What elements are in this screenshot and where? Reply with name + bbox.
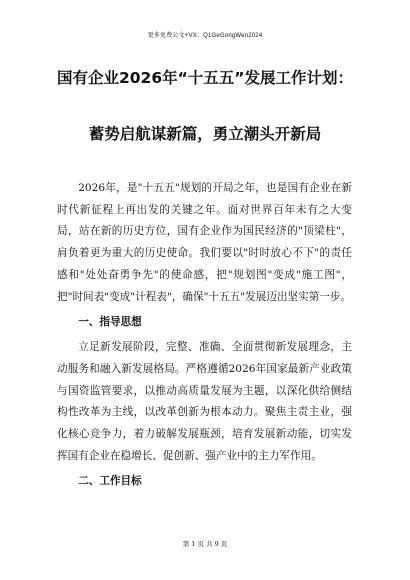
page-number-footer: 第 1 页 共 9 页 (182, 540, 228, 548)
document-body (57, 178, 352, 496)
section-heading-guiding-ideology: 一、指导思想 (78, 316, 142, 329)
guiding-ideology-paragraph: 立足新发展阶段，完整、准确、全面贯彻新发展理念，主动服务和融入新发展格局。严格遵循2026年国家最新产业政策与国资监管要求，以推动高质量发展为主题，以深化供给侧结构性改革为主线，以改革创新为根本动力。聚焦主责主业，强化核心竞争力，着力破解发展瓶颈，培育发展新动能，切实发挥国有企业在稳增长、促创新、强产业中的主力军作用。 (57, 341, 352, 462)
header-note: 更多免费公文+VX：Q1GeGongWen2024 (147, 33, 263, 39)
intro-paragraph: 2026年，是"十五五"规划的开局之年，也是国有企业在新时代新征程上再出发的关键之年。面对世界百年未有之大变局，站在新的历史方位，国有企业作为国民经济的"顶梁柱"，肩负着更为重大的历史使命。我们要以"时时放心不下"的责任感和"处处奋勇争先"的使命感，把"规划图"变成"施工图"，把"时间表"变成"计程表"，确保"十五五"发展迈出坚实第一步。 (57, 182, 352, 303)
section-heading-work-goals: 二、工作目标 (78, 475, 142, 488)
document-title: 国有企业2026年“十五五”发展工作计划： (56, 69, 353, 87)
document-subtitle: 蓄势启航谋新篇，勇立潮头开新局 (88, 125, 322, 143)
